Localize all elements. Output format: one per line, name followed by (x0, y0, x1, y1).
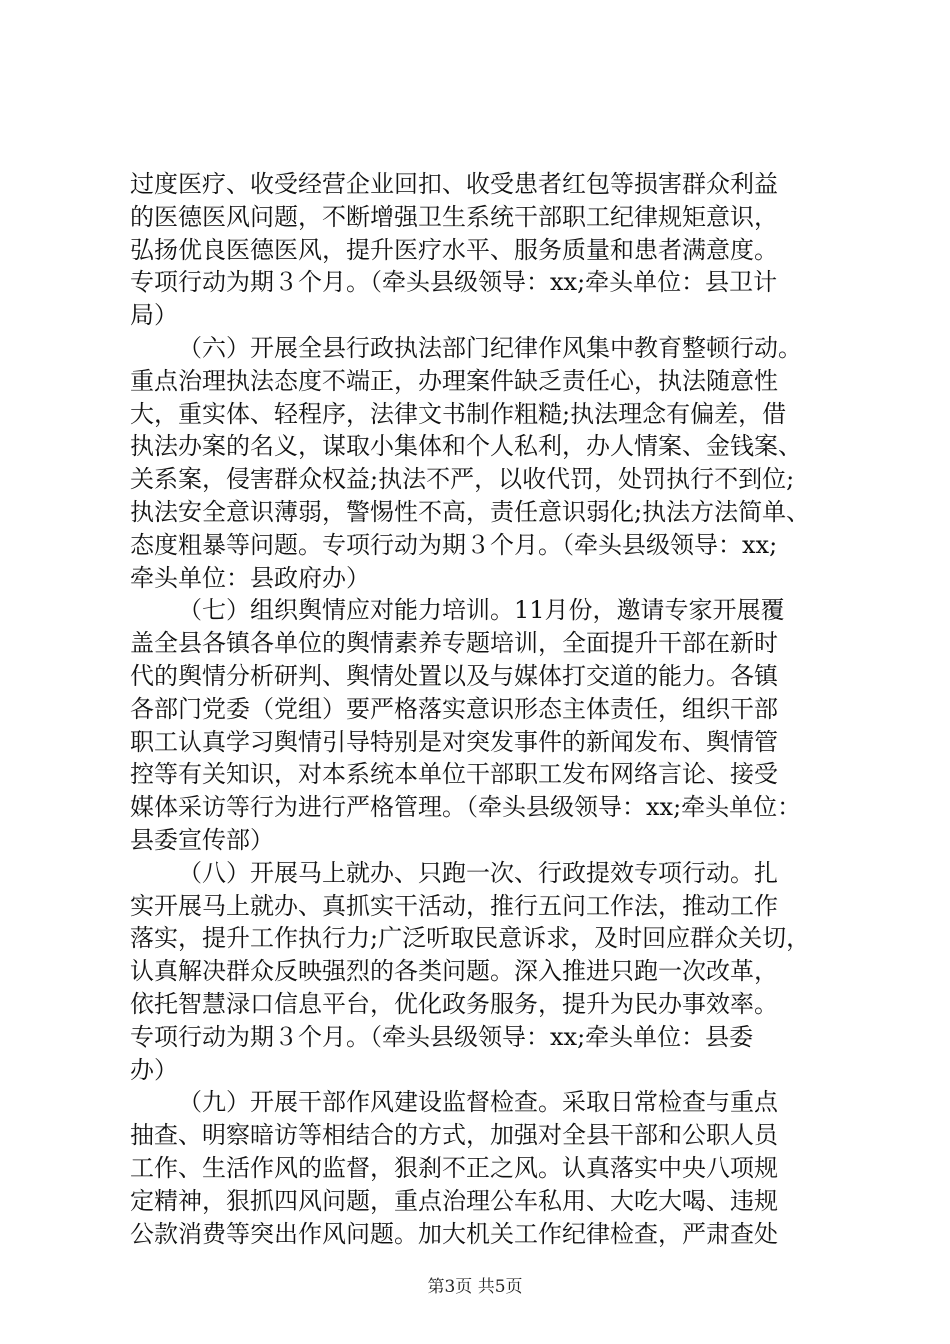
paragraph-9-start: （九）开展干部作风建设监督检查。采取日常检查与重点 (178, 1088, 778, 1117)
body-line: 过度医疗、收受经营企业回扣、收受患者红包等损害群众利益 (130, 170, 778, 198)
body-line: 职工认真学习舆情引导特别是对突发事件的新闻发布、舆情管 (130, 727, 778, 756)
body-line: 公款消费等突出作风问题。加大机关工作纪律检查，严肃查处 (130, 1219, 778, 1248)
body-line: 关系案，侵害群众权益;执法不严，以收代罚，处罚执行不到位; (130, 465, 795, 494)
body-line: 牵头单位：县政府办） (130, 563, 370, 592)
document-body (130, 168, 832, 1250)
body-line: 执法安全意识薄弱，警惕性不高，责任意识弱化;执法方法简单、 (130, 497, 811, 526)
body-line: 认真解决群众反映强烈的各类问题。深入推进只跑一次改革， (130, 957, 778, 986)
body-line: 工作、生活作风的监督，狠刹不正之风。认真落实中央八项规 (130, 1153, 778, 1182)
body-line: 弘扬优良医德医风，提升医疗水平、服务质量和患者满意度。 (130, 235, 778, 264)
body-line: 落实，提升工作执行力;广泛听取民意诉求，及时回应群众关切， (130, 924, 811, 953)
body-line: 县委宣传部） (130, 825, 274, 854)
body-line: 专项行动为期３个月。（牵头县级领导：xx;牵头单位：县卫计 (130, 268, 778, 297)
paragraph-6-start: （六）开展全县行政执法部门纪律作风集中教育整顿行动。 (178, 333, 802, 362)
body-line: 控等有关知识，对本系统本单位干部职工发布网络言论、接受 (130, 760, 778, 789)
body-line: 办） (130, 1055, 178, 1084)
body-line: 各部门党委（党组）要严格落实意识形态主体责任，组织干部 (130, 694, 778, 723)
body-line: 局） (130, 301, 178, 330)
body-line: 重点治理执法态度不端正，办理案件缺乏责任心，执法随意性 (130, 366, 778, 395)
body-line: 实开展马上就办、真抓实干活动，推行五问工作法，推动工作 (130, 891, 778, 920)
body-line: 态度粗暴等问题。专项行动为期３个月。（牵头县级领导：xx; (130, 530, 778, 559)
body-line: 依托智慧渌口信息平台，优化政务服务，提升为民办事效率。 (130, 989, 778, 1018)
body-line: 的医德医风问题，不断增强卫生系统干部职工纪律规矩意识， (130, 202, 778, 231)
body-line: 执法办案的名义，谋取小集体和个人私利，办人情案、金钱案、 (130, 432, 802, 461)
body-line: 代的舆情分析研判、舆情处置以及与媒体打交道的能力。各镇 (130, 661, 778, 690)
body-line: 大，重实体、轻程序，法律文书制作粗糙;执法理念有偏差，借 (130, 399, 787, 428)
body-line: 专项行动为期３个月。（牵头县级领导：xx;牵头单位：县委 (130, 1022, 754, 1051)
body-line: 媒体采访等行为进行严格管理。（牵头县级领导：xx;牵头单位： (130, 793, 802, 822)
body-line: 盖全县各镇各单位的舆情素养专题培训，全面提升干部在新时 (130, 629, 778, 658)
paragraph-7-start: （七）组织舆情应对能力培训。11月份，邀请专家开展覆 (178, 596, 785, 625)
paragraph-8-start: （八）开展马上就办、只跑一次、行政提效专项行动。扎 (178, 858, 778, 887)
body-line: 定精神，狠抓四风问题，重点治理公车私用、大吃大喝、违规 (130, 1186, 778, 1215)
page-number-footer: 第3页 共5页 (427, 1277, 523, 1297)
body-line: 抽查、明察暗访等相结合的方式，加强对全县干部和公职人员 (130, 1121, 778, 1150)
